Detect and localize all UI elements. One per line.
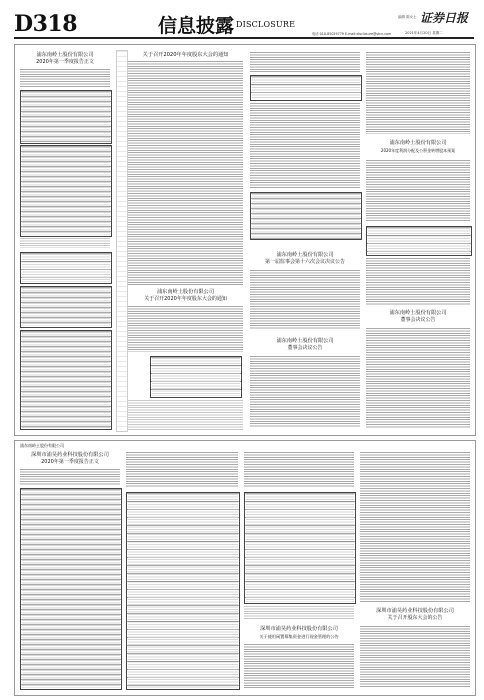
column-2-heading: 关于召开2020年年度股东大会的通知: [142, 52, 229, 58]
text-block: [360, 626, 470, 688]
financial-table: [126, 492, 240, 690]
newspaper-logo: 证券日报: [420, 11, 469, 25]
text-block: [128, 306, 243, 352]
headline-8: 深圳市浦昊药业科技股份有限公司: [376, 608, 454, 614]
headline-7-sub: 关于使用闲置募集资金进行现金管理的公告: [259, 634, 339, 639]
masthead: [0, 0, 484, 40]
headline-6: 深圳市浦昊药业科技股份有限公司: [31, 452, 109, 458]
text-block: [250, 270, 360, 330]
dividend-table: [366, 226, 472, 256]
shareholder-table: [20, 286, 112, 328]
text-block: [360, 452, 470, 602]
headline-6-sub: 2020年第一季度报告正文: [41, 459, 99, 465]
text-block: [128, 61, 243, 286]
editor-credit: 编辑 陈女士: [398, 15, 417, 19]
text-block: [366, 52, 470, 134]
headline-3-sub: 2020年度利润分配及公积金转增股本预案: [380, 148, 456, 153]
text-block: [128, 400, 243, 430]
page-number: D318: [14, 11, 78, 37]
headline-5b: 浦东南岭土股份有限公司: [276, 338, 334, 344]
financial-table: [20, 90, 112, 144]
shareholder-table: [20, 252, 112, 284]
headline-8-sub: 关于召开股东大会的公告: [387, 615, 443, 621]
contact-line: 电话 010-85029779 E-mail:disclosure@stcn.com: [312, 32, 392, 36]
text-block: [366, 258, 470, 306]
voting-table: [250, 192, 362, 240]
agenda-table: [150, 356, 242, 398]
text-block: [250, 52, 360, 72]
headline-4: 浦东南岭土股份有限公司: [389, 310, 447, 316]
text-block: [244, 606, 354, 620]
text-block: [250, 103, 360, 189]
text-block: [126, 452, 238, 488]
text-block: [366, 328, 470, 428]
results-table: [250, 75, 362, 101]
financial-table: [20, 145, 112, 237]
issue-date: 2021年4月20日 星期二: [405, 31, 443, 35]
headline-1: 浦东南岭土股份有限公司: [36, 52, 94, 58]
margin-table: [116, 50, 128, 432]
headline-3: 浦东南岭土股份有限公司: [389, 140, 447, 146]
text-block: [250, 356, 360, 428]
text-block: [20, 69, 110, 87]
headline-7: 深圳市浦昊药业科技股份有限公司: [260, 626, 338, 632]
headline-5-sub: 第一届监事会第十六次会议决议公告: [264, 259, 345, 265]
masthead-rule: [14, 37, 474, 39]
text-block: [20, 238, 110, 248]
section-title: 信息披露: [158, 15, 235, 37]
bottom-header: 浦东南岭土股份有限公司: [20, 443, 64, 448]
text-block: [366, 160, 470, 222]
headline-1-sub: 2020年第一季度报告正文: [36, 59, 94, 65]
text-block: [244, 452, 354, 488]
financial-table: [20, 488, 122, 690]
headline-5b-sub: 董事会决议公告: [287, 345, 323, 351]
headline-2: 浦东南岭土股份有限公司: [156, 289, 215, 295]
headline-5: 浦东南岭土股份有限公司: [276, 252, 334, 258]
text-block: [244, 644, 354, 688]
financial-table: [20, 330, 112, 430]
fund-table: [244, 492, 356, 604]
headline-4-sub: 董事会决议公告: [400, 317, 436, 323]
text-block: [20, 469, 120, 485]
headline-2-sub: 关于召开2020年年度股东大会的通知: [144, 296, 227, 302]
section-title-english: DISCLOSURE: [236, 20, 296, 29]
